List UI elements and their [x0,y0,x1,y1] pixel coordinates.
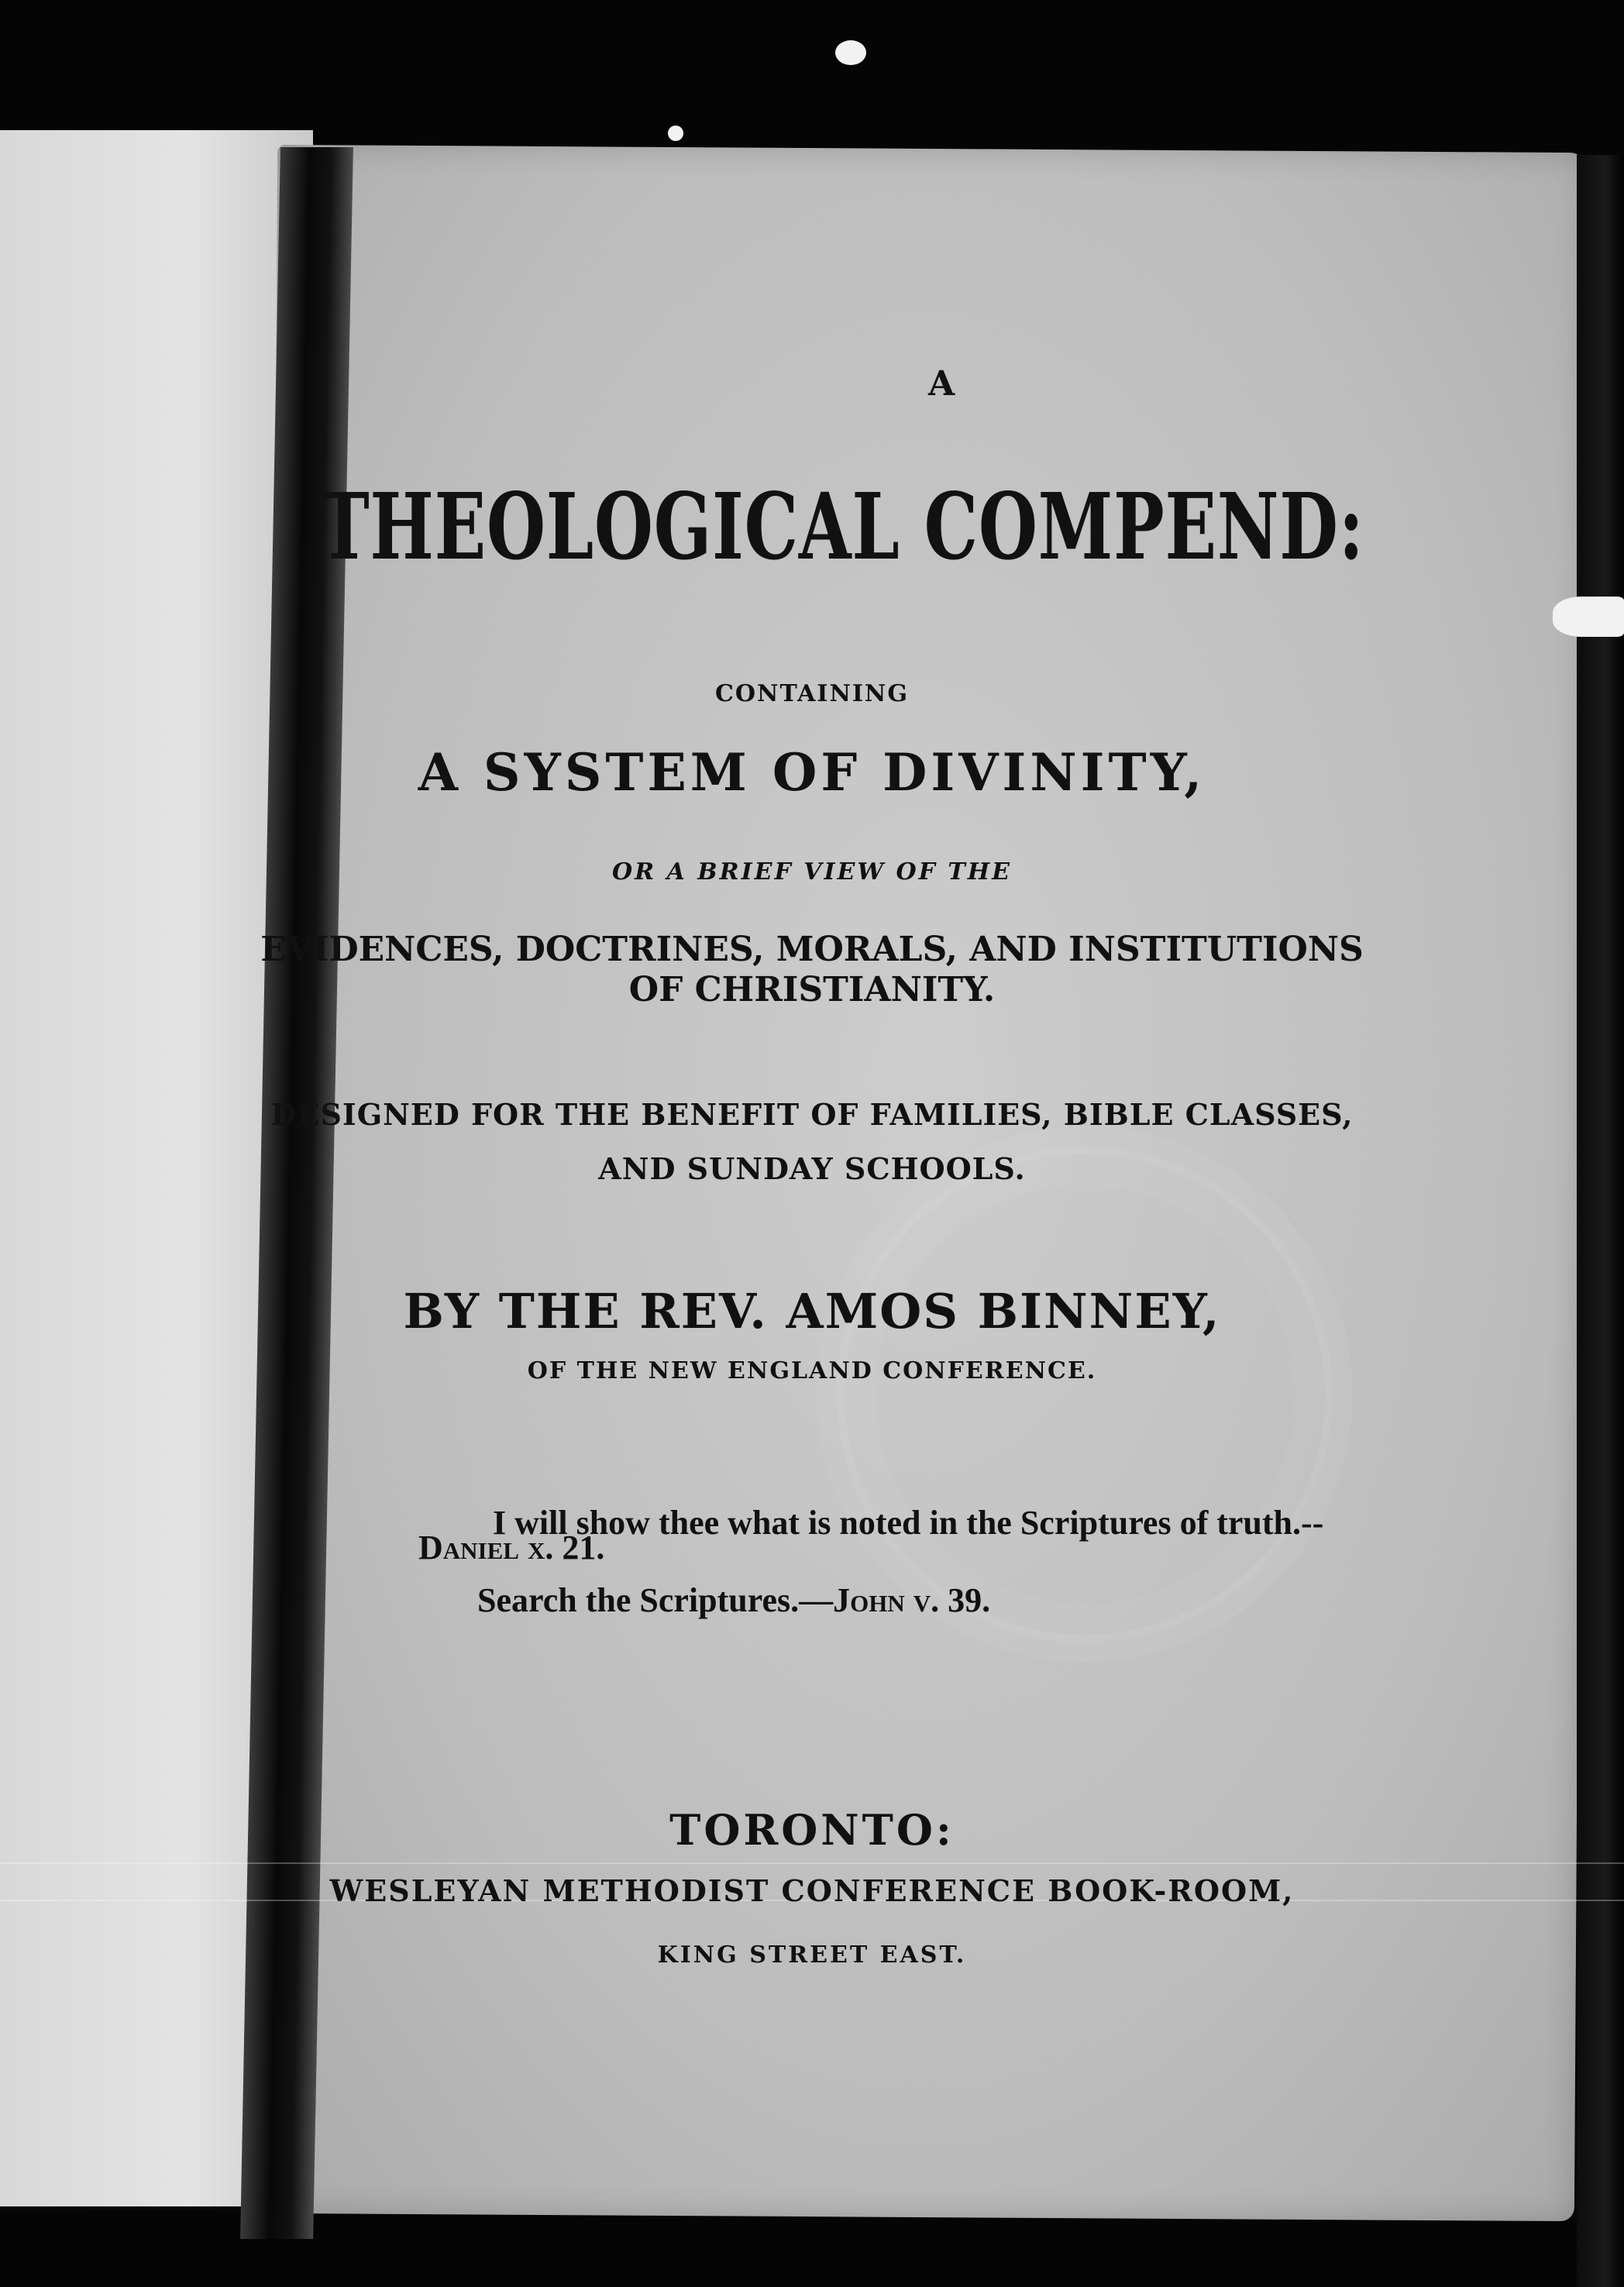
description-line-1: EVIDENCES, DOCTRINES, MORALS, AND INSTITUTIONS [260,930,1364,969]
dust-speck [668,126,683,141]
containing-label: CONTAINING [715,680,909,707]
faded-library-stamp [837,1147,1333,1642]
imprint-city: TORONTO: [669,1805,955,1855]
epigraph-2-reference: John v. 39. [833,1581,991,1619]
imprint-publisher: WESLEYAN METHODIST CONFERENCE BOOK-ROOM, [329,1873,1295,1908]
book-title: THEOLOGICAL COMPEND: [318,473,1364,580]
dust-speck [835,40,866,65]
epigraph-1-reference: Daniel x. 21. [418,1529,605,1567]
paper-tear [1553,597,1624,637]
audience-line-2: AND SUNDAY SCHOOLS. [598,1151,1026,1186]
author-affiliation: OF THE NEW ENGLAND CONFERENCE. [527,1357,1097,1384]
author-line: BY THE REV. AMOS BINNEY, [403,1283,1221,1340]
subtitle: A SYSTEM OF DIVINITY, [418,742,1206,803]
scan-line-artifact [0,1862,1624,1864]
epigraph-2 [477,1580,990,1620]
brief-view-label: OR A BRIEF VIEW OF THE [612,858,1012,886]
imprint-address: KING STREET EAST. [657,1941,967,1969]
epigraph-1-text: I will show thee what is noted in the Scriptures of truth.-- [493,1504,1324,1542]
epigraph-2-text: Search the Scriptures.— [477,1581,834,1619]
audience-line-1: DESIGNED FOR THE BENEFIT OF FAMILIES, BIBLE CLASSES, [270,1097,1354,1132]
description-line-2: OF CHRISTIANITY. [628,970,996,1009]
